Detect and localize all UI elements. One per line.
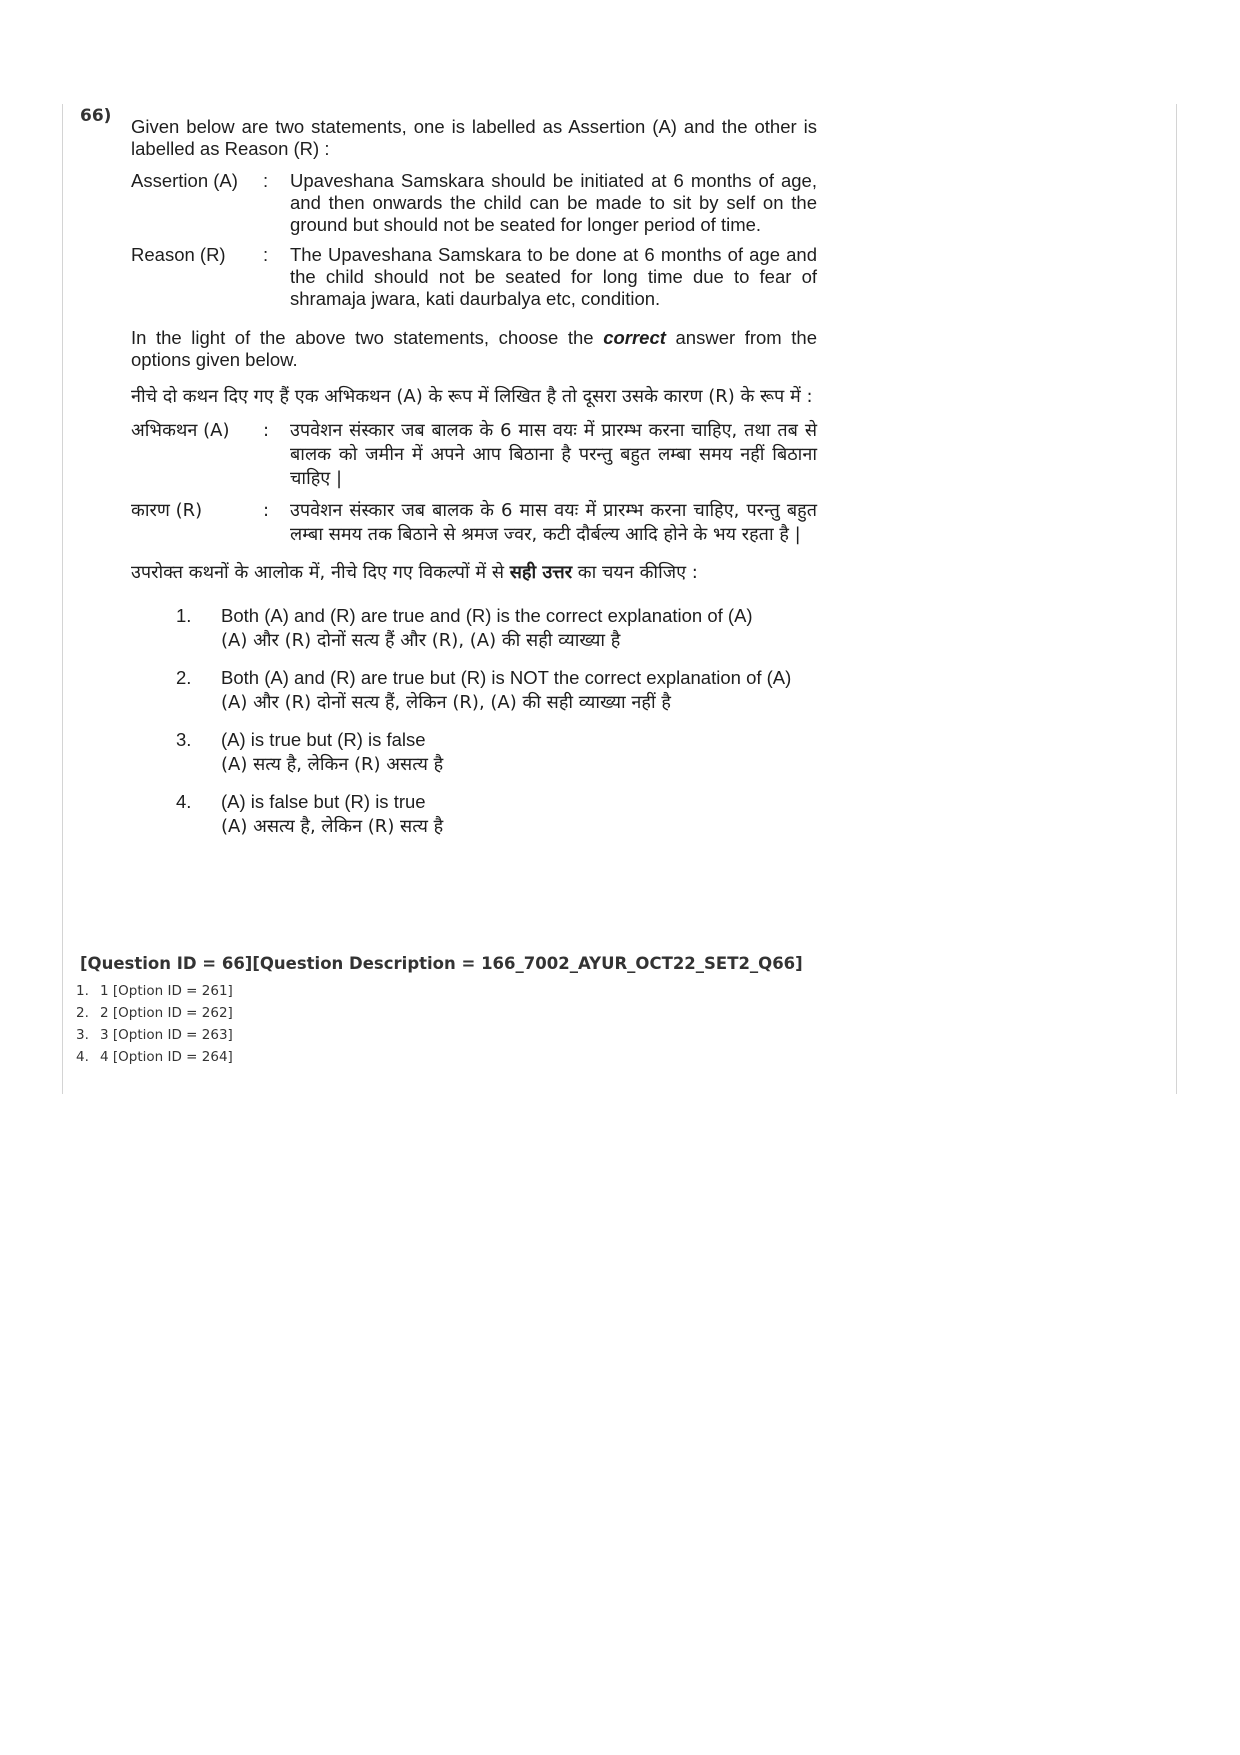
- option-id-list: [76, 980, 233, 1068]
- question-meta: [Question ID = 66][Question Description = 166_7002_AYUR_OCT22_SET2_Q66]: [80, 954, 803, 973]
- option-english: Both (A) and (R) are true and (R) is the correct explanation of (A): [221, 605, 753, 626]
- option-hindi: (A) और (R) दोनों सत्य हैं और (R), (A) की सही व्याख्या है: [221, 630, 621, 651]
- option-id-item: 1. 1 [Option ID = 261]: [76, 983, 233, 999]
- option-4: [176, 791, 817, 841]
- question-intro: Given below are two statements, one is labelled as Assertion (A) and the other is labelled as Reason (R) :: [131, 116, 817, 159]
- instruction-after: answer from the options given below.: [131, 327, 818, 370]
- hindi-instruction: [131, 561, 817, 585]
- option-3: [176, 729, 817, 779]
- question-number: 66): [80, 106, 112, 126]
- option-2: [176, 667, 817, 717]
- option-number: 4.: [176, 791, 192, 812]
- option-hindi: (A) सत्य है, लेकिन (R) असत्य है: [221, 754, 444, 775]
- hindi-reason-row: [131, 499, 817, 547]
- option-number: 1.: [176, 605, 192, 626]
- hindi-intro: नीचे दो कथन दिए गए हैं एक अभिकथन (A) के रूप में लिखित है तो दूसरा उसके कारण (R) के रूप में :: [131, 386, 813, 407]
- option-hindi: (A) और (R) दोनों सत्य हैं, लेकिन (R), (A) की सही व्याख्या नहीं है: [221, 692, 671, 713]
- reason-text: The Upaveshana Samskara to be done at 6 months of age and the child should not be seated for long time due to fear of shramaja jwara, kati daurbalya etc, condition.: [290, 244, 817, 309]
- instruction-before: In the light of the above two statements, choose the: [131, 327, 594, 348]
- right-border: [1176, 104, 1177, 1094]
- hindi-reason-text: उपवेशन संस्कार जब बालक के 6 मास वयः में प्रारम्भ करना चाहिए, परन्तु बहुत लम्बा समय तक बिठाने से श्रमज ज्वर, कटी दौर्बल्य आदि होने के भय रहता है |: [290, 500, 817, 545]
- instruction-emphasis: correct: [603, 327, 666, 348]
- hindi-reason-label: कारण (R): [131, 500, 203, 521]
- option-english: (A) is true but (R) is false: [221, 729, 426, 750]
- assertion-row: [131, 170, 817, 236]
- hindi-reason-colon: :: [263, 500, 270, 521]
- reason-colon: :: [263, 244, 269, 265]
- option-number: 3.: [176, 729, 192, 750]
- hindi-instruction-before: उपरोक्त कथनों के आलोक में, नीचे दिए गए विकल्पों में से: [131, 562, 504, 583]
- option-number: 2.: [176, 667, 192, 688]
- hindi-assertion-label: अभिकथन (A): [131, 420, 230, 441]
- option-id-item: 4. 4 [Option ID = 264]: [76, 1049, 233, 1065]
- assertion-text: Upaveshana Samskara should be initiated at 6 months of age, and then onwards the child can be made to sit by self on the ground but should not be seated for longer period of time.: [290, 170, 817, 235]
- question-image: [131, 116, 817, 841]
- option-english: (A) is false but (R) is true: [221, 791, 426, 812]
- assertion-label: Assertion (A): [131, 170, 238, 191]
- option-id-item: 3. 3 [Option ID = 263]: [76, 1027, 233, 1043]
- option-hindi: (A) असत्य है, लेकिन (R) सत्य है: [221, 816, 444, 837]
- hindi-assertion-colon: :: [263, 420, 270, 441]
- option-1: [176, 605, 817, 655]
- option-id-item: 2. 2 [Option ID = 262]: [76, 1005, 233, 1021]
- hindi-instruction-after: का चयन कीजिए :: [577, 562, 698, 583]
- hindi-instruction-emphasis: सही उत्तर: [509, 562, 573, 583]
- hindi-assertion-text: उपवेशन संस्कार जब बालक के 6 मास वयः में प्रारम्भ करना चाहिए, तथा तब से बालक को जमीन में अपने आप बिठाना है परन्तु बहुत लम्बा समय नहीं बिठाना चाहिए |: [290, 420, 817, 489]
- instruction: [131, 327, 817, 371]
- assertion-colon: :: [263, 170, 269, 191]
- left-border: [62, 104, 63, 1094]
- reason-label: Reason (R): [131, 244, 226, 265]
- reason-row: [131, 244, 817, 310]
- hindi-assertion-row: [131, 419, 817, 491]
- option-english: Both (A) and (R) are true but (R) is NOT the correct explanation of (A): [221, 667, 792, 688]
